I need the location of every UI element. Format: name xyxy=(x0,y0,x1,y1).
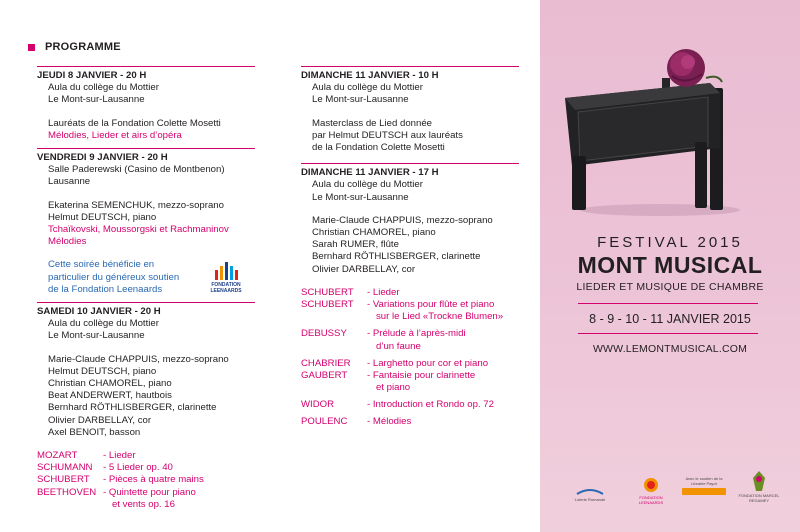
program-piece: - Fantaisie pour clarinette xyxy=(367,370,476,382)
cover-divider xyxy=(578,303,758,304)
event-venue: Aula du collège du Mottier xyxy=(48,82,159,94)
event-performer: Olivier DARBELLAY, cor xyxy=(48,414,152,426)
event-works: Mélodies xyxy=(48,236,87,248)
festival-subtitle: LIEDER ET MUSIQUE DE CHAMBRE xyxy=(576,281,764,293)
event-performer: Helmut DEUTSCH, piano xyxy=(48,211,157,223)
event-performer: Sarah RUMER, flûte xyxy=(312,239,399,251)
programme-column-2 xyxy=(301,66,531,428)
program-piece: - Pièces à quatre mains xyxy=(103,474,204,486)
event-venue: Aula du collège du Mottier xyxy=(312,82,423,94)
program-piece-continued: et vents op. 16 xyxy=(112,498,175,510)
program-piece: - Introduction et Rondo op. 72 xyxy=(367,399,494,411)
event-venue-city: Le Mont-sur-Lausanne xyxy=(48,94,145,106)
program-piece: - Lieder xyxy=(103,450,136,462)
program-piece-continued: d’un faune xyxy=(376,340,421,352)
programme-column-1 xyxy=(37,66,277,511)
program-composer: SCHUBERT xyxy=(301,286,354,298)
program-composer: SCHUBERT xyxy=(301,299,354,311)
program-composer: GAUBERT xyxy=(301,370,348,382)
program-piece: - 5 Lieder op. 40 xyxy=(103,462,173,474)
event-jan-11-afternoon xyxy=(301,167,531,428)
event-venue: Salle Paderewski (Casino de Montbenon) xyxy=(48,164,225,176)
event-divider xyxy=(301,66,519,67)
event-performer: Olivier DARBELLAY, cor xyxy=(312,263,416,275)
event-venue: Aula du collège du Mottier xyxy=(312,179,423,191)
program-item-continued xyxy=(301,341,531,353)
sponsor-loterie xyxy=(560,486,620,502)
leenaards-logo xyxy=(204,262,248,294)
event-divider xyxy=(37,66,255,67)
program-item xyxy=(301,328,531,340)
event-performer: Christian CHAMOREL, piano xyxy=(48,378,172,390)
programme-heading-text: PROGRAMME xyxy=(45,41,121,53)
program-item xyxy=(301,287,531,299)
event-jan-8 xyxy=(37,70,277,142)
event-performer: Bernhard RÖTHLISBERGER, clarinette xyxy=(312,251,481,263)
program-composer: MOZART xyxy=(37,450,78,462)
event-jan-10 xyxy=(37,306,277,511)
cover-divider xyxy=(578,333,758,334)
sponsor-leenaards xyxy=(630,476,672,505)
program-composer: SCHUMANN xyxy=(37,462,93,474)
program-item xyxy=(37,462,277,474)
event-description: par Helmut DEUTSCH aux lauréats xyxy=(312,129,463,141)
sponsor-payot-text: Avec le soutien de la Librairie Payot xyxy=(685,476,723,486)
event-date: JEUDI 8 JANVIER - 20 H xyxy=(37,70,147,81)
sponsor-logos xyxy=(560,470,790,520)
event-performer: Axel BENOIT, basson xyxy=(48,426,141,438)
event-venue-city: Le Mont-sur-Lausanne xyxy=(312,94,409,106)
program-piece: - Mélodies xyxy=(367,415,412,427)
chair-with-rose-image xyxy=(560,38,750,218)
regamey-logo-icon xyxy=(750,470,768,492)
event-jan-9 xyxy=(37,152,277,296)
event-works: Mélodies, Lieder et airs d’opéra xyxy=(48,129,182,141)
sponsor-loterie-text: Loterie Romande xyxy=(574,497,606,502)
festival-dates: 8 - 9 - 10 - 11 JANVIER 2015 xyxy=(589,312,751,326)
event-performer: Christian CHAMOREL, piano xyxy=(312,227,436,239)
event-divider xyxy=(301,163,519,164)
program-composer: SCHUBERT xyxy=(37,474,90,486)
event-date: DIMANCHE 11 JANVIER - 17 H xyxy=(301,167,439,179)
program-item xyxy=(301,370,531,382)
program-composer: WIDOR xyxy=(301,399,335,411)
program-composer: BEETHOVEN xyxy=(37,486,97,498)
event-date: DIMANCHE 11 JANVIER - 10 H xyxy=(301,70,439,81)
event-venue-city: Le Mont-sur-Lausanne xyxy=(312,191,409,203)
event-date: VENDREDI 9 JANVIER - 20 H xyxy=(37,152,168,164)
program-item xyxy=(301,399,531,411)
festival-title-block xyxy=(555,234,785,293)
leenaards-small-logo-icon xyxy=(642,476,660,494)
program-composer: DEBUSSY xyxy=(301,328,347,340)
festival-name: MONT MUSICAL xyxy=(577,252,763,278)
festival-website[interactable]: WWW.LEMONTMUSICAL.COM xyxy=(592,343,748,355)
program-piece-continued: sur le Lied «Trockne Blumen» xyxy=(376,311,504,323)
loterie-logo-icon xyxy=(575,486,605,496)
program-composer: POULENC xyxy=(301,415,348,427)
program-item xyxy=(37,450,277,462)
program-piece: - Lieder xyxy=(367,286,400,298)
event-venue: Aula du collège du Mottier xyxy=(48,318,159,330)
event-venue-city: Lausanne xyxy=(48,176,91,188)
event-divider xyxy=(37,302,255,303)
payot-logo-icon xyxy=(682,488,726,495)
leenaards-logo-text: FONDATION LEENAARDS xyxy=(210,281,242,294)
program-piece-continued: et piano xyxy=(376,382,411,394)
event-description: de la Fondation Colette Mosetti xyxy=(312,142,445,154)
program-piece: - Prélude à l’après-midi xyxy=(367,328,466,340)
program-item-continued xyxy=(301,311,531,323)
event-description: Masterclass de Lied donnée xyxy=(312,117,432,129)
sponsor-note xyxy=(48,259,277,296)
event-date: SAMEDI 10 JANVIER - 20 H xyxy=(37,306,161,318)
program-piece: - Variations pour flûte et piano xyxy=(367,299,495,311)
event-program-list xyxy=(37,450,277,511)
program-item xyxy=(301,358,531,370)
event-program-list xyxy=(301,287,531,428)
leenaards-logo-icon xyxy=(215,262,238,280)
program-piece: - Larghetto pour cor et piano xyxy=(367,357,489,369)
event-performer: Marie-Claude CHAPPUIS, mezzo-soprano xyxy=(48,353,229,365)
sponsor-regamey xyxy=(736,470,782,503)
event-performer: Ekaterina SEMENCHUK, mezzo-soprano xyxy=(48,199,224,211)
program-composer: CHABRIER xyxy=(301,357,351,369)
program-item xyxy=(37,474,277,486)
sponsor-note-text: Cette soirée bénéficie en particulier du généreux soutien de la Fondation Leenaards xyxy=(48,259,180,295)
programme-heading xyxy=(28,41,121,53)
heading-square-icon xyxy=(28,44,35,51)
sponsor-regamey-text: FONDATION MARCEL REGAMEY xyxy=(738,493,780,503)
event-divider xyxy=(37,148,255,149)
event-performer: Lauréats de la Fondation Colette Mosetti xyxy=(48,117,221,129)
program-item-continued xyxy=(301,382,531,394)
event-performer: Beat ANDERWERT, hautbois xyxy=(48,390,172,402)
sponsor-payot xyxy=(682,476,726,495)
program-item xyxy=(301,416,531,428)
program-item xyxy=(301,299,531,311)
event-performer: Bernhard RÖTHLISBERGER, clarinette xyxy=(48,402,217,414)
event-performer: Helmut DEUTSCH, piano xyxy=(48,365,157,377)
event-jan-11-morning xyxy=(301,70,531,154)
event-performer: Marie-Claude CHAPPUIS, mezzo-soprano xyxy=(312,214,493,226)
program-piece: - Quintette pour piano xyxy=(103,486,196,498)
event-venue-city: Le Mont-sur-Lausanne xyxy=(48,330,145,342)
festival-year: FESTIVAL 2015 xyxy=(597,234,743,251)
program-item xyxy=(37,487,277,499)
event-works: Tchaïkovski, Moussorgski et Rachmaninov xyxy=(48,224,229,236)
program-item-continued xyxy=(37,499,277,511)
sponsor-leenaards-text: FONDATION LEENAARDS xyxy=(638,495,664,505)
